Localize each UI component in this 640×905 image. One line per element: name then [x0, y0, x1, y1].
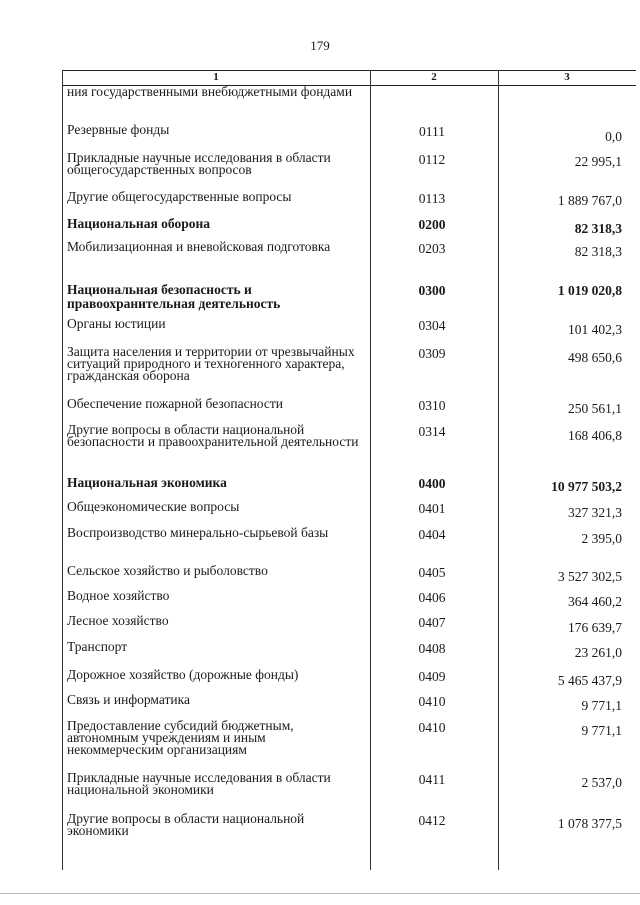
- row-name: Другие вопросы в области национальной экономики: [67, 811, 305, 838]
- column-divider-2: [498, 70, 499, 870]
- row-code: 0407: [418, 615, 446, 630]
- row-name: Мобилизационная и вневойсковая подготовка: [67, 239, 331, 254]
- row-name: Обеспечение пожарной безопасности: [67, 396, 284, 411]
- row-name: Лесное хозяйство: [67, 613, 169, 628]
- column-header-2: 2: [431, 71, 437, 83]
- row-code: 0400: [418, 476, 446, 491]
- row-amount: 1 889 767,0: [557, 193, 622, 208]
- row-code: 0410: [418, 694, 446, 709]
- row-amount: 168 406,8: [568, 428, 622, 443]
- row-code: 0410: [418, 720, 446, 735]
- row-amount: 9 771,1: [581, 698, 622, 713]
- row-amount: 498 650,6: [568, 350, 622, 365]
- row-amount: 9 771,1: [581, 723, 622, 738]
- row-name: Связь и информатика: [67, 692, 190, 707]
- row-name: Национальная экономика: [67, 475, 227, 490]
- row-name: Органы юстиции: [67, 316, 166, 331]
- row-amount: 23 261,0: [574, 645, 622, 660]
- row-amount: 101 402,3: [568, 322, 622, 337]
- row-code: 0309: [418, 346, 446, 361]
- row-name: Другие общегосударственные вопросы: [67, 189, 292, 204]
- row-amount: 327 321,3: [568, 505, 622, 520]
- row-name: Предоставление субсидий бюджетным, автономным учреждениям и иным некоммерческим организациям: [67, 718, 294, 757]
- row-code: 0409: [418, 669, 446, 684]
- row-code: 0406: [418, 590, 446, 605]
- row-code: 0411: [418, 772, 446, 787]
- row-code: 0111: [419, 124, 445, 139]
- row-name: Прикладные научные исследования в области национальной экономики: [67, 770, 331, 797]
- row-name: Воспроизводство минерально-сырьевой базы: [67, 525, 329, 540]
- row-amount: 82 318,3: [574, 221, 622, 236]
- row-amount: 364 460,2: [568, 594, 622, 609]
- row-code: 0203: [418, 241, 446, 256]
- page-number: 179: [310, 38, 330, 53]
- row-amount: 2 395,0: [581, 531, 622, 546]
- row-name: ния государственными внебюджетными фондами: [67, 84, 353, 99]
- row-amount: 5 465 437,9: [557, 673, 622, 688]
- row-code: 0404: [418, 527, 446, 542]
- row-name: Прикладные научные исследования в области общегосударственных вопросов: [67, 150, 331, 177]
- row-code: 0112: [418, 152, 446, 167]
- bottom-divider: [0, 893, 640, 894]
- column-divider-left: [62, 70, 63, 870]
- column-header-3: 3: [564, 71, 570, 83]
- row-amount: 10 977 503,2: [551, 479, 622, 494]
- row-code: 0200: [418, 217, 446, 232]
- row-amount: 2 537,0: [581, 775, 622, 790]
- row-name: Сельское хозяйство и рыболовство: [67, 563, 268, 578]
- row-name: Защита населения и территории от чрезвычайных ситуаций природного и техногенного характера, гражданская оборона: [67, 344, 355, 383]
- row-code: 0310: [418, 398, 446, 413]
- row-name: Водное хозяйство: [67, 588, 170, 603]
- row-name: Общеэкономические вопросы: [67, 499, 240, 514]
- row-code: 0304: [418, 318, 446, 333]
- row-name: Национальная безопасность и правоохранительная деятельность: [67, 282, 281, 311]
- row-code: 0300: [418, 283, 446, 298]
- row-name: Дорожное хозяйство (дорожные фонды): [67, 667, 299, 682]
- row-amount: 0,0: [605, 129, 622, 144]
- row-amount: 82 318,3: [574, 244, 622, 259]
- row-name: Транспорт: [67, 639, 128, 654]
- row-code: 0314: [418, 424, 446, 439]
- row-code: 0401: [418, 501, 446, 516]
- row-code: 0408: [418, 641, 446, 656]
- row-code: 0113: [418, 191, 446, 206]
- row-code: 0412: [418, 813, 446, 828]
- row-code: 0405: [418, 565, 446, 580]
- row-name: Другие вопросы в области национальной безопасности и правоохранительной деятельности: [67, 422, 359, 449]
- row-amount: 22 995,1: [574, 154, 622, 169]
- row-amount: 250 561,1: [568, 401, 622, 416]
- row-amount: 1 078 377,5: [557, 816, 622, 831]
- row-name: Национальная оборона: [67, 216, 210, 231]
- row-amount: 176 639,7: [568, 620, 622, 635]
- column-header-1: 1: [213, 71, 219, 83]
- column-divider-1: [370, 70, 371, 870]
- row-amount: 3 527 302,5: [557, 569, 622, 584]
- row-name: Резервные фонды: [67, 122, 170, 137]
- row-amount: 1 019 020,8: [557, 283, 622, 298]
